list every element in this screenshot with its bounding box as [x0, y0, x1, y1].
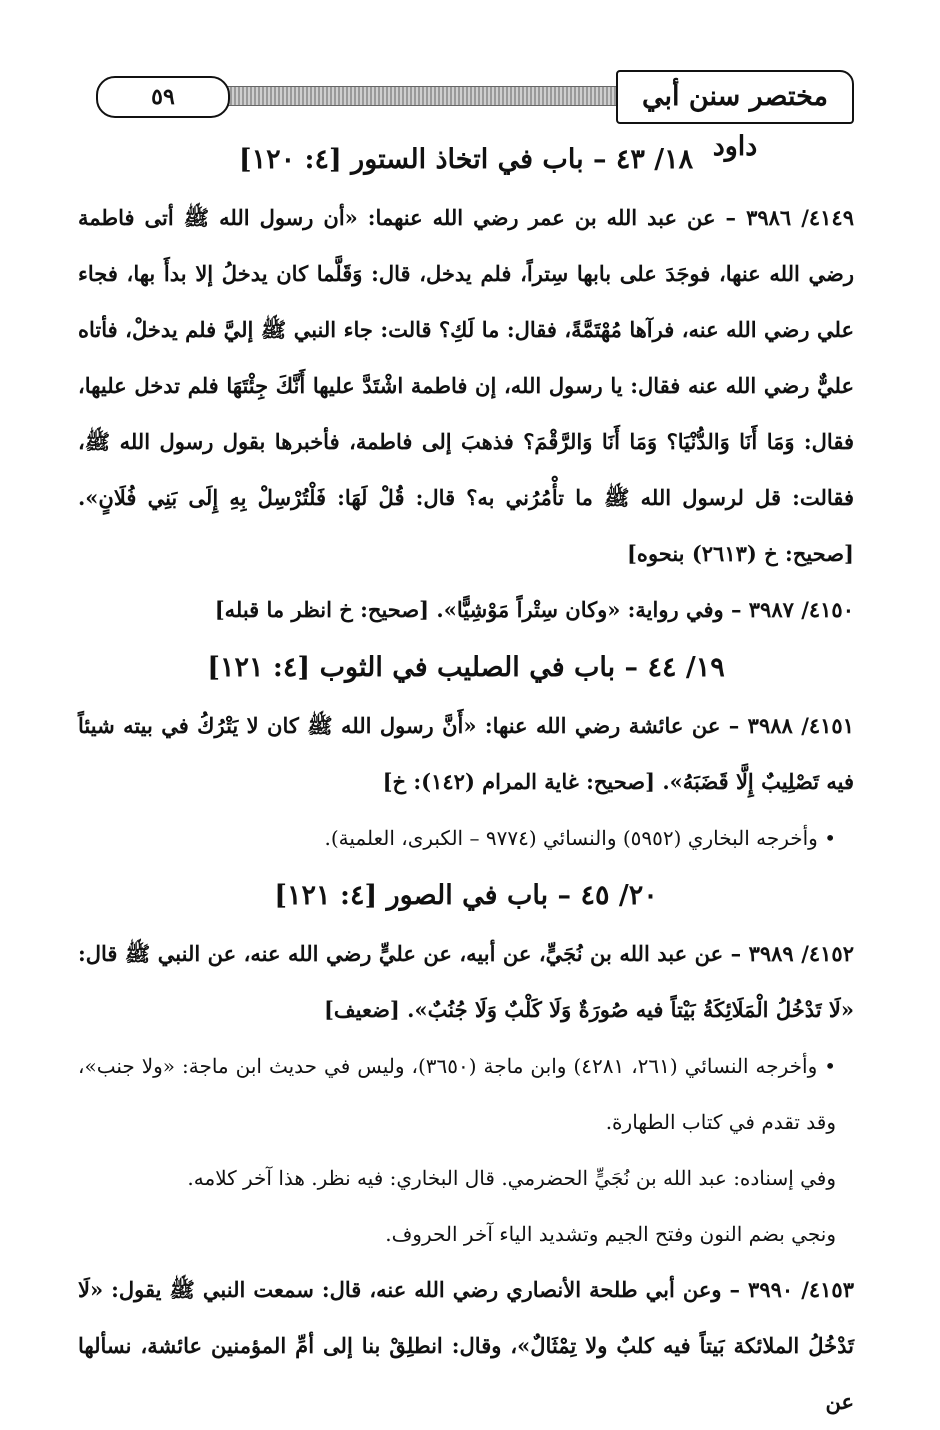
footnote-bullet: • وأخرجه النسائي (٢٦١، ٤٢٨١) وابن ماجة (٣٦٥٠)، وليس في حديث ابن ماجة: «ولا جنب»، وقد تقدم في كتاب الطهارة.: [78, 1054, 837, 1134]
page-number: ٥٩: [96, 76, 230, 118]
hadith-paragraph: ٤١٥٠/ ٣٩٨٧ – وفي رواية: «وكان سِتْراً مَوْشِيًّا». [صحيح: خ انظر ما قبله]: [214, 597, 854, 622]
hadith-paragraph: ٤١٥٢/ ٣٩٨٩ – عن عبد الله بن نُجَيٍّ، عن أبيه، عن عليٍّ رضي الله عنه، عن النبي ﷺ قال: «لَا تَدْخُلُ الْمَلَائِكَةُ بَيْتاً فيه صُورَةٌ وَلَا كَلْبٌ وَلَا جُنُبٌ». [ضعيف]: [78, 941, 854, 1022]
chapter-heading: ١٨/ ٤٣ – باب في اتخاذ الستور [٤: ١٢٠]: [238, 144, 694, 175]
chapter-heading: ١٩/ ٤٤ – باب في الصليب في الثوب [٤: ١٢١]: [207, 652, 725, 683]
hadith-paragraph: ٤١٤٩/ ٣٩٨٦ – عن عبد الله بن عمر رضي الله عنهما: «أن رسول الله ﷺ أتى فاطمة رضي الله عنها، فوجَدَ على بابها سِتراً، فلم يدخل، قال: وَقَلَّما كان يدخلُ إلا بدأَ بها، فجاء علي رضي الله عنه، فرآها مُهْتَمَّةً، فقال: ما لَكِ؟ قالت: جاء النبي ﷺ إليَّ فلم يدخلْ، فأتاه عليٌّ رضي الله عنه فقال: يا رسول الله، إن فاطمة اشْتَدَّ عليها أَنَّكَ جِئْتَهَا فلم تدخل عليها، فقال: وَمَا أَنَا وَالدُّنْيَا؟ وَمَا أَنَا وَالرَّقْمَ؟ فذهبَ إلى فاطمة، فأخبرها بقول رسول الله ﷺ، فقالت: قل لرسول الله ﷺ ما تأْمُرُني به؟ قال: قُلْ لَهَا: فَلْتُرْسِلْ بِهِ إِلَى بَنِي فُلَانٍ». [صحيح: خ (٢٦١٣) بنحوه]: [78, 205, 854, 566]
hadith-paragraph: ٤١٥٣/ ٣٩٩٠ – وعن أبي طلحة الأنصاري رضي الله عنه، قال: سمعت النبي ﷺ يقول: «لَا تَدْخُلُ الملائكة بَيتاً فيه كلبٌ ولا تِمْثَالٌ»، وقال: انطلِقْ بنا إلى أمِّ المؤمنين عائشة، نسألها عن: [78, 1277, 854, 1414]
footnote-bullet: • وأخرجه البخاري (٥٩٥٢) والنسائي (٩٧٧٤ – الكبرى، العلمية).: [324, 826, 836, 850]
page-body: [78, 130, 854, 1430]
chapter-heading: ٢٠/ ٤٥ – باب في الصور [٤: ١٢١]: [274, 880, 658, 911]
commentary-note: وفي إسناده: عبد الله بن نُجَيٍّ الحضرمي. قال البخاري: فيه نظر. هذا آخر كلامه.: [187, 1166, 836, 1190]
book-title: مختصر سنن أبي داود: [616, 70, 854, 124]
commentary-note: ونجي بضم النون وفتح الجيم وتشديد الياء آخر الحروف.: [385, 1222, 836, 1246]
hadith-paragraph: ٤١٥١/ ٣٩٨٨ – عن عائشة رضي الله عنها: «أَنَّ رسول الله ﷺ كان لا يَتْرُكُ في بيته شيئاً فيه تَصْلِيبٌ إِلَّا قَضَبَهُ». [صحيح: غاية المرام (١٤٢): خ]: [78, 713, 854, 794]
